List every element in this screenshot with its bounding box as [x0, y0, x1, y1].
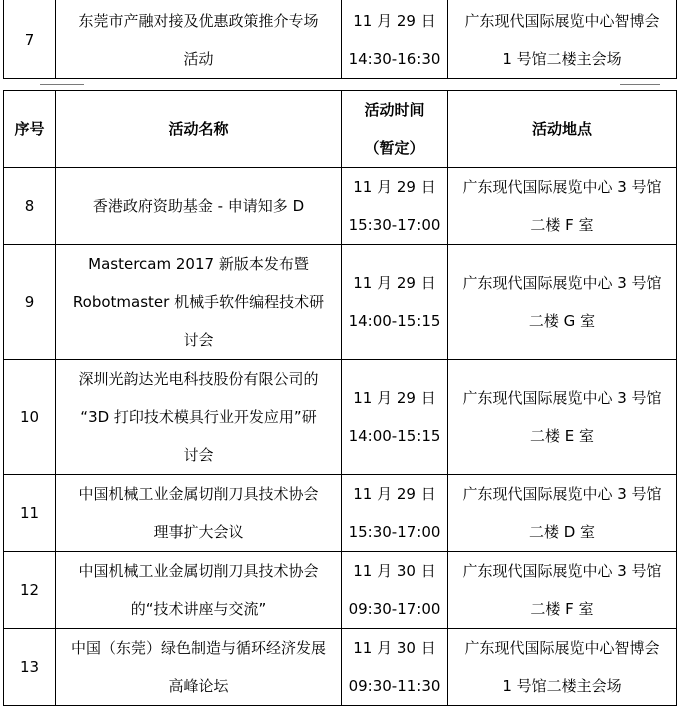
header-number: 序号 — [4, 91, 56, 168]
activity-name: 深圳光韵达光电科技股份有限公司的 “3D 打印技术模具行业开发应用”研 讨会 — [56, 360, 342, 475]
activity-time: 11 月 29 日 14:00-15:15 — [342, 360, 448, 475]
schedule-table-continued — [3, 0, 677, 79]
table-row — [4, 245, 677, 360]
schedule-table — [3, 90, 677, 706]
activity-venue: 广东现代国际展览中心 3 号馆 二楼 F 室 — [448, 168, 677, 245]
table-header-row — [4, 91, 677, 168]
activity-time: 11 月 30 日 09:30-17:00 — [342, 552, 448, 629]
activity-time: 11 月 29 日 14:30-16:30 — [342, 0, 448, 79]
page-break-line — [40, 84, 84, 85]
row-number: 12 — [4, 552, 56, 629]
header-time: 活动时间 （暂定） — [342, 91, 448, 168]
activity-name: 中国（东莞）绿色制造与循环经济发展 高峰论坛 — [56, 629, 342, 706]
activity-name: 中国机械工业金属切削刀具技术协会 的“技术讲座与交流” — [56, 552, 342, 629]
row-number: 9 — [4, 245, 56, 360]
table-row — [4, 0, 677, 79]
activity-venue: 广东现代国际展览中心 3 号馆 二楼 F 室 — [448, 552, 677, 629]
activity-name: 东莞市产融对接及优惠政策推介专场 活动 — [56, 0, 342, 79]
activity-time: 11 月 30 日 09:30-11:30 — [342, 629, 448, 706]
activity-name: 香港政府资助基金 - 申请知多 D — [56, 168, 342, 245]
row-number: 10 — [4, 360, 56, 475]
activity-time: 11 月 29 日 15:30-17:00 — [342, 168, 448, 245]
activity-venue: 广东现代国际展览中心智博会 1 号馆二楼主会场 — [448, 629, 677, 706]
header-venue: 活动地点 — [448, 91, 677, 168]
table-row — [4, 360, 677, 475]
activity-time: 11 月 29 日 15:30-17:00 — [342, 475, 448, 552]
table-row — [4, 552, 677, 629]
table-row — [4, 475, 677, 552]
activity-venue: 广东现代国际展览中心 3 号馆 二楼 E 室 — [448, 360, 677, 475]
page-break-line — [620, 84, 660, 85]
activity-venue: 广东现代国际展览中心智博会 1 号馆二楼主会场 — [448, 0, 677, 79]
activity-venue: 广东现代国际展览中心 3 号馆 二楼 D 室 — [448, 475, 677, 552]
activity-time: 11 月 29 日 14:00-15:15 — [342, 245, 448, 360]
activity-venue: 广东现代国际展览中心 3 号馆 二楼 G 室 — [448, 245, 677, 360]
row-number: 8 — [4, 168, 56, 245]
activity-name: 中国机械工业金属切削刀具技术协会 理事扩大会议 — [56, 475, 342, 552]
activity-name: Mastercam 2017 新版本发布暨 Robotmaster 机械手软件编程技术研 讨会 — [56, 245, 342, 360]
row-number: 11 — [4, 475, 56, 552]
table-row — [4, 629, 677, 706]
table-row — [4, 168, 677, 245]
header-name: 活动名称 — [56, 91, 342, 168]
row-number: 7 — [4, 0, 56, 79]
row-number: 13 — [4, 629, 56, 706]
